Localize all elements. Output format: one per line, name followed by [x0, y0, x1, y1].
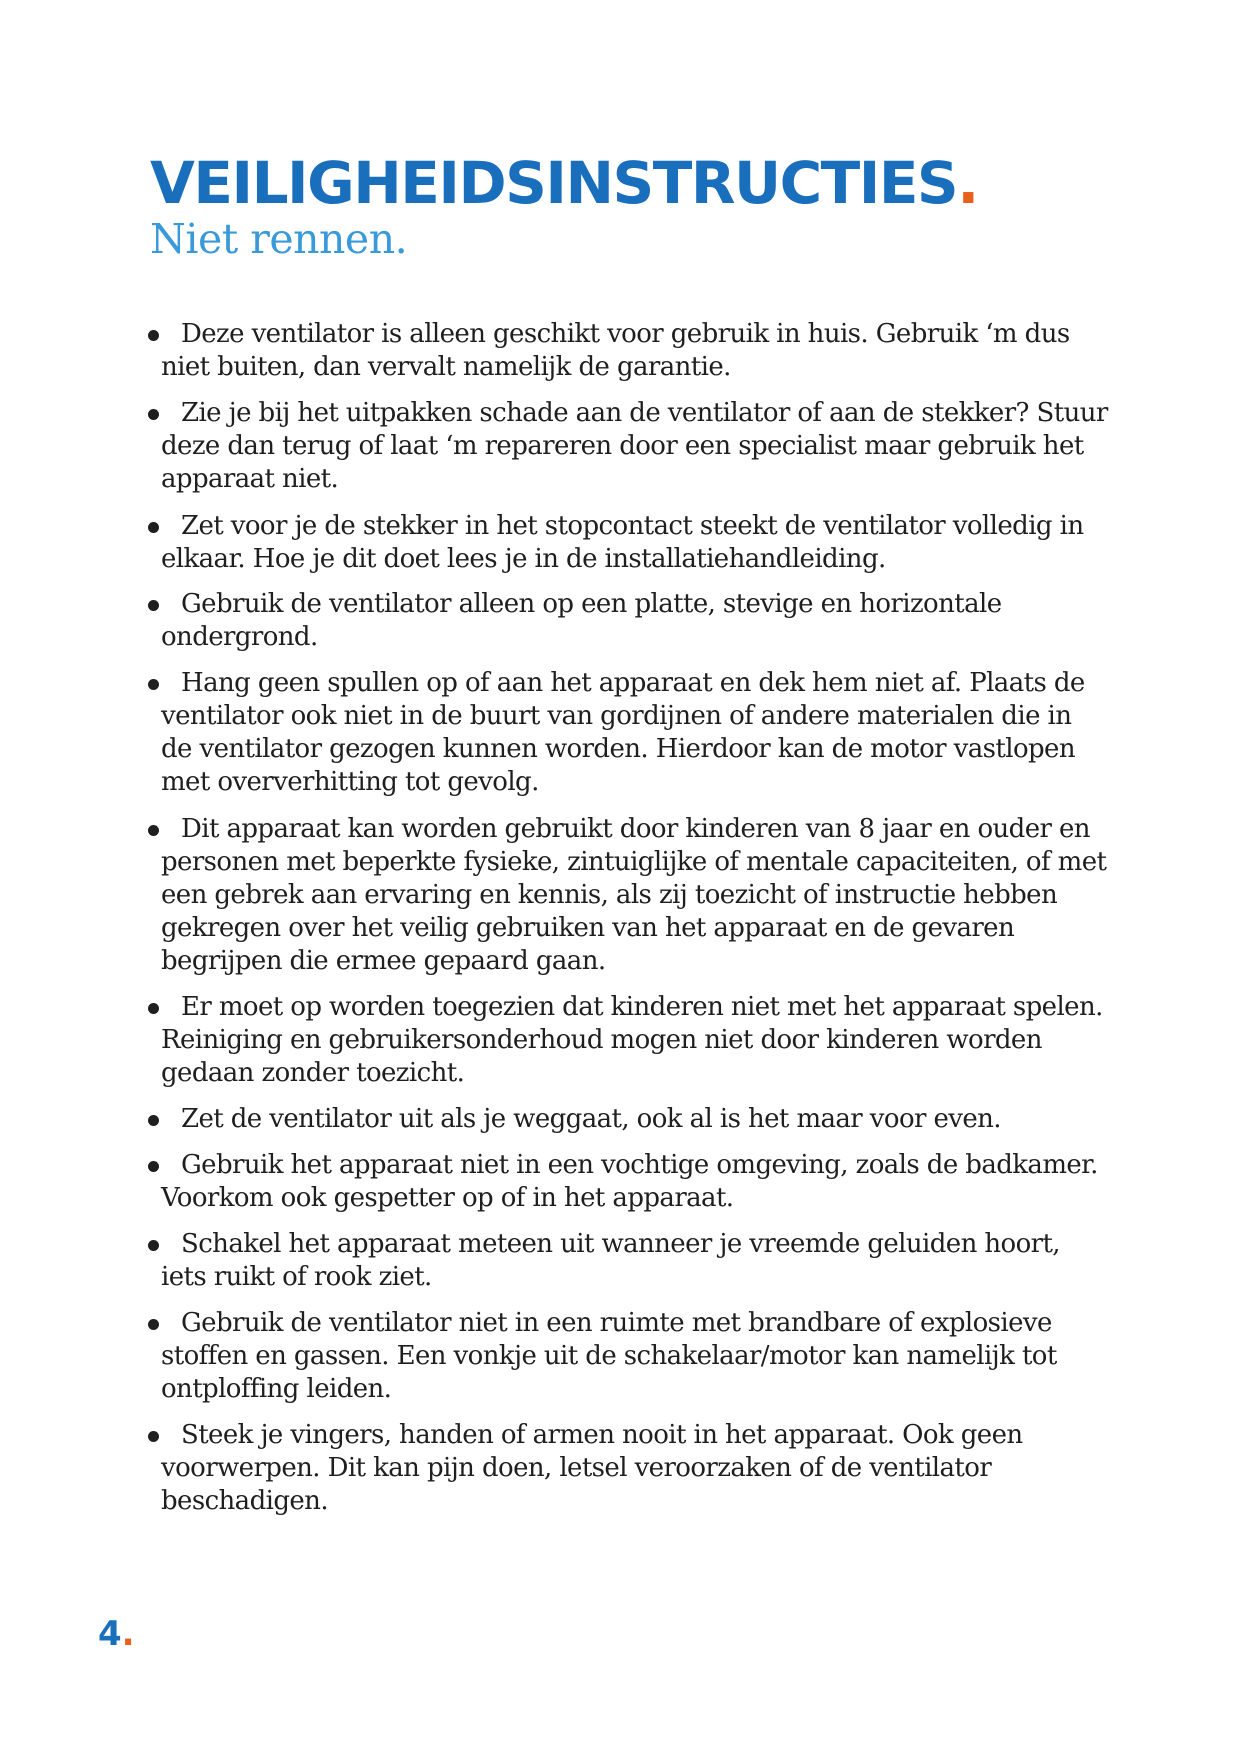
page-title-dot: . — [957, 149, 978, 217]
safety-instruction-list — [148, 318, 1108, 1518]
instruction-text: Zet de ventilator uit als je weggaat, ook al is het maar voor even. — [181, 1104, 1001, 1134]
instruction-text: Gebruik het apparaat niet in een vochtige omgeving, zoals de badkamer. Voorkom ook gespetter op of in het apparaat. — [161, 1150, 1098, 1213]
instruction-item — [148, 1228, 1108, 1294]
instruction-item — [148, 1103, 1108, 1136]
page-title — [150, 150, 978, 216]
instruction-text: Deze ventilator is alleen geschikt voor gebruik in huis. Gebruik ‘m dus niet buiten, dan vervalt namelijk de garantie. — [161, 319, 1070, 382]
instruction-item — [148, 510, 1108, 576]
page-number-value: 4 — [98, 1614, 122, 1654]
instruction-text: Zet voor je de stekker in het stopcontact steekt de ventilator volledig in elkaar. Hoe je dit doet lees je in de installatiehandleiding. — [161, 511, 1084, 574]
bullet-icon — [148, 330, 159, 341]
bullet-icon — [148, 679, 159, 690]
bullet-icon — [148, 1319, 159, 1330]
instruction-item — [148, 588, 1108, 654]
bullet-icon — [148, 1003, 159, 1014]
page-number — [98, 1614, 135, 1654]
instruction-text: Gebruik de ventilator alleen op een platte, stevige en horizontale ondergrond. — [161, 589, 1002, 652]
instruction-text: Dit apparaat kan worden gebruikt door kinderen van 8 jaar en ouder en personen met beperkte fysieke, zintuiglijke of mentale capaciteiten, of met een gebrek aan ervaring en kennis, als zij toezicht of instructie hebben gekregen over het veilig gebruiken van het apparaat en de gevaren begrijpen die ermee gepaard gaan. — [161, 814, 1107, 976]
bullet-icon — [148, 1161, 159, 1172]
instruction-text: Er moet op worden toegezien dat kinderen niet met het apparaat spelen. Reiniging en gebruikersonderhoud mogen niet door kinderen worden gedaan zonder toezicht. — [161, 992, 1103, 1088]
instruction-text: Steek je vingers, handen of armen nooit in het apparaat. Ook geen voorwerpen. Dit kan pijn doen, letsel veroorzaken of de ventilator beschadigen. — [161, 1420, 1023, 1516]
instruction-item — [148, 991, 1108, 1090]
page-title-text: VEILIGHEIDSINSTRUCTIES — [150, 149, 958, 217]
instruction-text: Zie je bij het uitpakken schade aan de ventilator of aan de stekker? Stuur deze dan terug of laat ‘m repareren door een specialist maar gebruik het apparaat niet. — [161, 398, 1108, 494]
instruction-text: Hang geen spullen op of aan het apparaat en dek hem niet af. Plaats de ventilator ook niet in de buurt van gordijnen of andere materialen die in de ventilator gezogen kunnen worden. Hierdoor kan de motor vastlopen met oververhitting tot gevolg. — [161, 668, 1085, 797]
bullet-icon — [148, 409, 159, 420]
bullet-icon — [148, 1115, 159, 1126]
page-subtitle: Niet rennen. — [150, 215, 408, 263]
instruction-item — [148, 1419, 1108, 1518]
bullet-icon — [148, 1431, 159, 1442]
bullet-icon — [148, 600, 159, 611]
instruction-item — [148, 667, 1108, 799]
instruction-item — [148, 1307, 1108, 1406]
instruction-text: Schakel het apparaat meteen uit wanneer je vreemde geluiden hoort, iets ruikt of rook ziet. — [161, 1229, 1060, 1292]
instruction-item — [148, 813, 1108, 978]
bullet-icon — [148, 1240, 159, 1251]
instruction-text: Gebruik de ventilator niet in een ruimte met brandbare of explosieve stoffen en gassen. Een vonkje uit de schakelaar/motor kan namelijk tot ontploffing leiden. — [161, 1308, 1057, 1404]
instruction-item — [148, 318, 1108, 384]
page-number-dot: . — [121, 1614, 135, 1654]
instruction-item — [148, 1149, 1108, 1215]
bullet-icon — [148, 522, 159, 533]
instruction-item — [148, 397, 1108, 496]
bullet-icon — [148, 825, 159, 836]
